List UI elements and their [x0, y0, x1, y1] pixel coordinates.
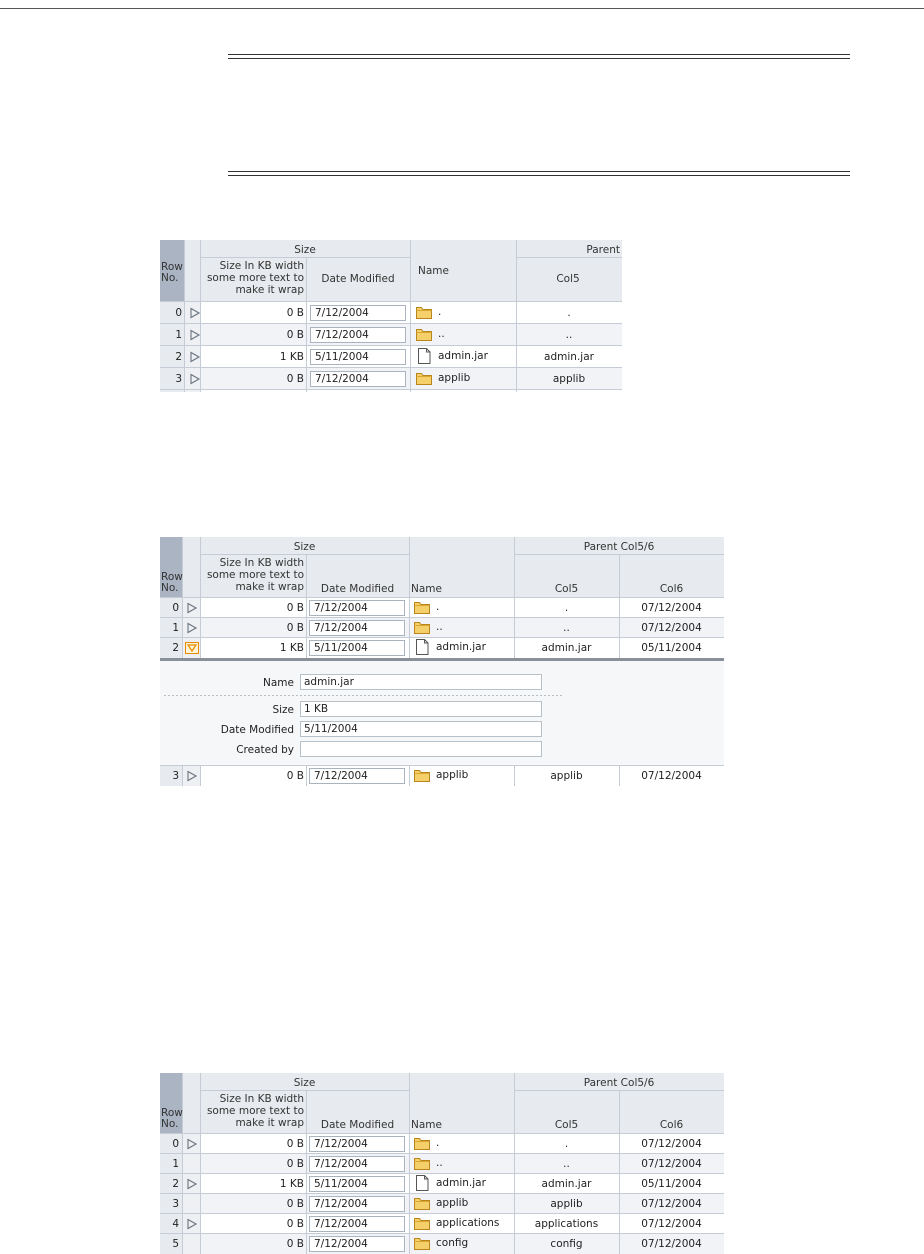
size-header-line1[interactable]: Size In KB width [219, 260, 304, 272]
size-cell: 0 B [286, 1158, 304, 1170]
row-number: 1 [172, 1158, 179, 1170]
row-number: 0 [175, 307, 182, 319]
size-header-line2[interactable]: some more text to [206, 272, 304, 284]
row-number: 0 [172, 1138, 179, 1150]
name-cell: . [436, 601, 440, 613]
size-cell: 1 KB [279, 1178, 304, 1190]
size-cell: 0 B [286, 329, 304, 341]
col5-header[interactable]: Col5 [556, 273, 580, 285]
disclosure-collapsed-icon[interactable] [185, 1178, 199, 1190]
col6-cell: 07/12/2004 [641, 1138, 702, 1150]
name-header[interactable]: Name [411, 1119, 442, 1131]
name-cell: . [438, 306, 442, 318]
name-cell: applib [436, 769, 469, 781]
detail-size-field[interactable]: 1 KB [300, 701, 542, 717]
col5-cell: .. [565, 329, 573, 341]
disclosure-collapsed-icon[interactable] [185, 1138, 199, 1150]
col5-cell: . [564, 602, 569, 614]
detail-created-by-label: Created by [236, 744, 294, 756]
page-header-rule [0, 8, 924, 9]
folder-icon [415, 304, 433, 320]
file-icon [413, 639, 431, 655]
row-number: 3 [175, 373, 182, 385]
folder-icon [413, 1135, 431, 1151]
col6-cell: 07/12/2004 [641, 1198, 702, 1210]
folder-icon [413, 1235, 431, 1251]
date-modified-header[interactable]: Date Modified [320, 583, 395, 595]
table-screenshot-3 [160, 1073, 724, 1254]
date-modified-input[interactable]: 5/11/2004 [309, 640, 405, 656]
date-modified-input[interactable]: 7/12/2004 [309, 620, 405, 636]
col5-cell: .. [563, 1158, 570, 1170]
row-number: 0 [172, 602, 179, 614]
date-modified-input[interactable]: 7/12/2004 [309, 1196, 405, 1212]
disclosure-collapsed-icon[interactable] [185, 602, 199, 614]
note-box [228, 54, 850, 175]
folder-icon [413, 599, 431, 615]
date-modified-input[interactable]: 7/12/2004 [309, 1216, 405, 1232]
name-header[interactable]: Name [418, 265, 449, 277]
file-icon [415, 348, 433, 364]
col5-cell: admin.jar [541, 1178, 592, 1190]
group-header-parent: Parent Col5/6 [583, 541, 655, 553]
col5-cell: applib [552, 373, 586, 385]
folder-icon [413, 1195, 431, 1211]
name-cell: .. [436, 621, 443, 633]
folder-icon [413, 1155, 431, 1171]
col5-cell: applications [534, 1218, 599, 1230]
size-cell: 0 B [286, 770, 304, 782]
row-number: 2 [175, 351, 182, 363]
row-no-header-line1: Row [161, 571, 183, 583]
disclosure-collapsed-icon[interactable] [185, 622, 199, 634]
detail-name-field[interactable]: admin.jar [300, 674, 542, 690]
col5-cell: applib [550, 770, 583, 782]
name-cell: admin.jar [438, 350, 488, 362]
group-header-size: Size [294, 244, 316, 256]
name-cell: admin.jar [436, 641, 486, 653]
name-cell: config [436, 1237, 469, 1249]
table-screenshot-1 [160, 240, 622, 392]
col6-cell: 07/12/2004 [641, 622, 702, 634]
date-modified-input[interactable]: 7/12/2004 [309, 1136, 405, 1152]
folder-icon [415, 326, 433, 342]
size-header-line2[interactable]: some more text to [206, 1105, 304, 1117]
row-number: 1 [175, 329, 182, 341]
row-number: 4 [172, 1218, 179, 1230]
detail-size-label: Size [272, 704, 294, 716]
col5-header[interactable]: Col5 [554, 1119, 579, 1131]
date-modified-input[interactable]: 7/12/2004 [309, 768, 405, 784]
disclosure-collapsed-icon[interactable] [185, 770, 199, 782]
folder-icon [413, 767, 431, 783]
col6-header[interactable]: Col6 [659, 583, 684, 595]
size-cell: 0 B [286, 373, 304, 385]
size-header-line3[interactable]: make it wrap [235, 581, 304, 593]
name-header[interactable]: Name [411, 583, 442, 595]
col6-cell: 07/12/2004 [641, 1218, 702, 1230]
size-cell: 0 B [286, 307, 304, 319]
col6-cell: 07/12/2004 [641, 770, 702, 782]
col5-cell: . [567, 307, 571, 319]
date-modified-header[interactable]: Date Modified [321, 273, 395, 285]
date-modified-input[interactable]: 5/11/2004 [309, 1176, 405, 1192]
date-modified-input[interactable]: 7/12/2004 [310, 305, 406, 321]
file-icon [413, 1175, 431, 1191]
size-cell: 0 B [286, 1198, 304, 1210]
col5-cell: . [564, 1138, 569, 1150]
group-header-size: Size [293, 541, 316, 553]
col6-cell: 05/11/2004 [641, 1178, 702, 1190]
row-no-header-line1: Row [161, 1107, 183, 1119]
row-number: 5 [172, 1238, 179, 1250]
size-header-line1[interactable]: Size In KB width [219, 1093, 304, 1105]
name-cell: .. [438, 328, 445, 340]
disclosure-collapsed-icon[interactable] [185, 1218, 199, 1230]
size-header-line2[interactable]: some more text to [206, 569, 304, 581]
col6-cell: 05/11/2004 [641, 642, 702, 654]
col6-cell: 07/12/2004 [641, 1158, 702, 1170]
name-cell: applib [438, 372, 471, 384]
size-cell: 0 B [286, 1218, 304, 1230]
size-cell: 0 B [286, 1238, 304, 1250]
size-header-line1[interactable]: Size In KB width [219, 557, 304, 569]
col5-cell: admin.jar [541, 642, 592, 654]
col6-cell: 07/12/2004 [641, 1238, 702, 1250]
date-modified-input[interactable]: 5/11/2004 [310, 349, 406, 365]
date-modified-input[interactable]: 7/12/2004 [309, 1156, 405, 1172]
col5-cell: .. [563, 622, 570, 634]
folder-icon [415, 370, 433, 386]
folder-icon [413, 619, 431, 635]
date-modified-input[interactable]: 7/12/2004 [309, 1236, 405, 1252]
date-modified-input[interactable]: 7/12/2004 [309, 600, 405, 616]
row-no-header-line2: No. [161, 1118, 179, 1130]
col5-header[interactable]: Col5 [554, 583, 579, 595]
size-cell: 0 B [286, 622, 304, 634]
group-header-parent: Parent [586, 244, 620, 256]
col5-cell: admin.jar [544, 351, 594, 363]
detail-name-label: Name [263, 677, 294, 689]
row-number: 3 [172, 1198, 179, 1210]
size-cell: 0 B [286, 1138, 304, 1150]
row-number: 3 [172, 770, 179, 782]
group-header-parent: Parent Col5/6 [583, 1077, 655, 1089]
size-header-line3[interactable]: make it wrap [235, 1117, 304, 1129]
group-header-size: Size [293, 1077, 316, 1089]
row-no-header-line2: No. [161, 272, 179, 284]
name-cell: applib [436, 1197, 469, 1209]
size-header-line3[interactable]: make it wrap [235, 284, 304, 296]
size-cell: 1 KB [279, 351, 304, 363]
col5-cell: config [550, 1238, 583, 1250]
col6-cell: 07/12/2004 [641, 602, 702, 614]
size-cell: 1 KB [279, 642, 304, 654]
detail-date-modified-field[interactable]: 5/11/2004 [300, 721, 542, 737]
name-cell: .. [436, 1157, 443, 1169]
row-no-header-line2: No. [161, 582, 179, 594]
date-modified-input[interactable]: 7/12/2004 [310, 327, 406, 343]
name-cell: . [436, 1137, 440, 1149]
date-modified-header[interactable]: Date Modified [320, 1119, 395, 1131]
date-modified-input[interactable]: 7/12/2004 [310, 371, 406, 387]
row-number: 2 [172, 642, 179, 654]
name-cell: applications [436, 1217, 500, 1229]
disclosure-expanded-icon[interactable] [185, 642, 199, 654]
row-number: 2 [172, 1178, 179, 1190]
detail-created-by-field[interactable] [300, 741, 542, 757]
detail-date-modified-label: Date Modified [220, 724, 294, 736]
name-cell: admin.jar [436, 1177, 486, 1189]
size-cell: 0 B [286, 602, 304, 614]
folder-icon [413, 1215, 431, 1231]
row-no-header-line1: Row [161, 261, 183, 273]
row-number: 1 [172, 622, 179, 634]
table-screenshot-2 [160, 537, 724, 786]
col6-header[interactable]: Col6 [659, 1119, 684, 1131]
col5-cell: applib [550, 1198, 583, 1210]
